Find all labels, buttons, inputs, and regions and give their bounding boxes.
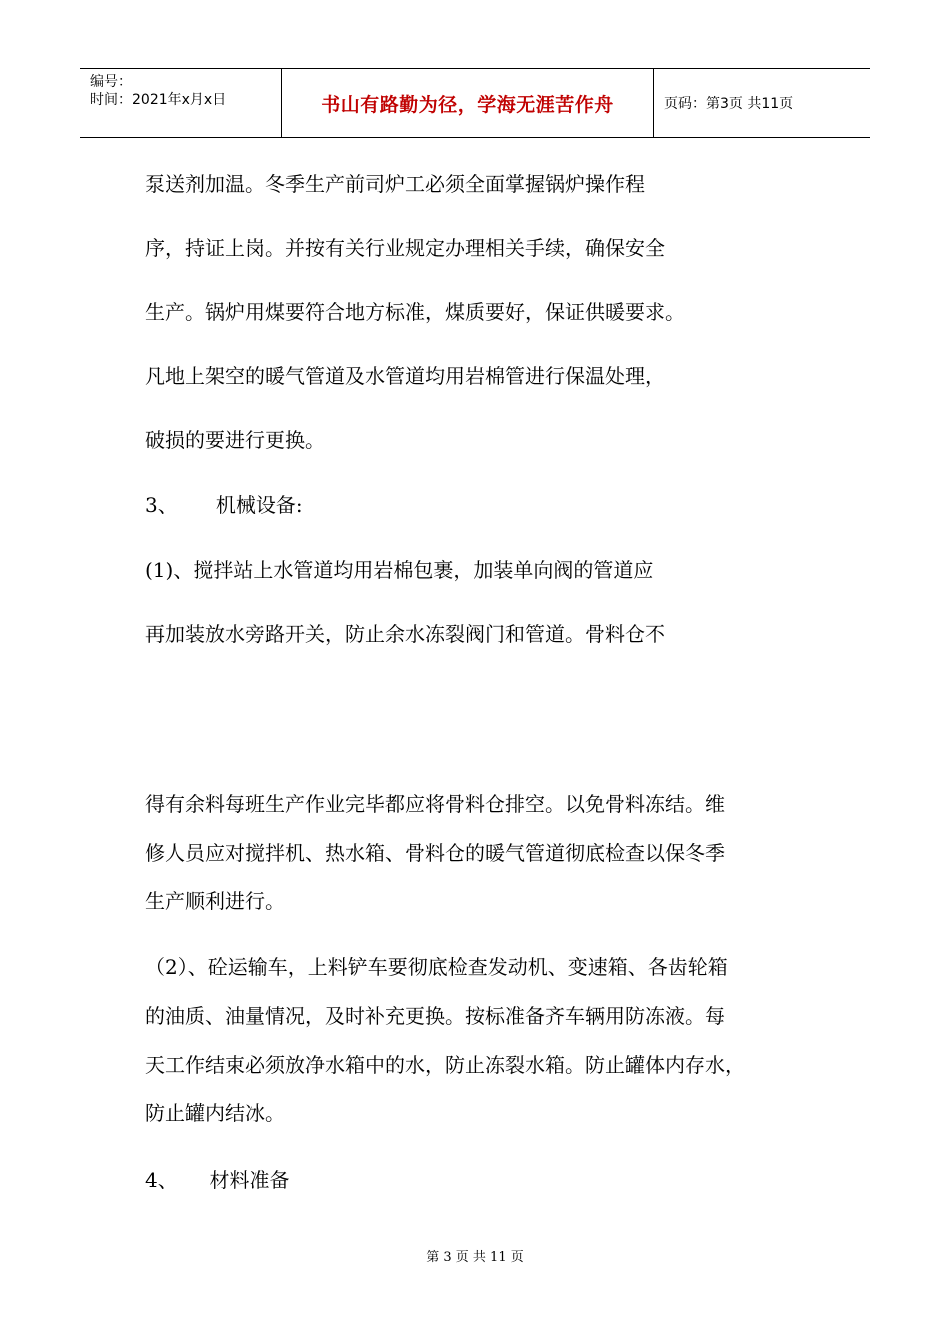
header-page-cell bbox=[654, 69, 870, 137]
header-page-info: 页码：第3页 共11页 bbox=[664, 96, 794, 112]
body-line: 生产顺利进行。 bbox=[145, 889, 285, 913]
body-line: （2）、砼运输车，上料铲车要彻底检查发动机、变速箱、各齿轮箱 bbox=[145, 955, 728, 979]
document-number-label: 编号： bbox=[90, 74, 132, 90]
document-header bbox=[80, 68, 870, 138]
body-line: (1)、搅拌站上水管道均用岩棉包裹，加装单向阀的管道应 bbox=[145, 558, 654, 582]
page-footer: 第 3 页 共 11 页 bbox=[426, 1250, 524, 1265]
body-line: 破损的要进行更换。 bbox=[145, 428, 325, 452]
body-line: 序，持证上岗。并按有关行业规定办理相关手续，确保安全 bbox=[145, 236, 665, 260]
document-time-label: 时间：2021年x月x日 bbox=[90, 92, 227, 108]
body-line: 修人员应对搅拌机、热水箱、骨料仓的暖气管道彻底检查以保冬季 bbox=[145, 841, 725, 865]
section-heading: 3、 机械设备: bbox=[145, 493, 303, 517]
section-heading: 4、 材料准备 bbox=[145, 1168, 290, 1192]
header-meta-cell bbox=[80, 69, 282, 137]
body-line: 天工作结束必须放净水箱中的水，防止冻裂水箱。防止罐体内存水， bbox=[145, 1053, 745, 1077]
body-line: 得有余料每班生产作业完毕都应将骨料仓排空。以免骨料冻结。维 bbox=[145, 792, 725, 816]
header-motto: 书山有路勤为径，学海无涯苦作舟 bbox=[321, 93, 614, 116]
body-line: 的油质、油量情况，及时补充更换。按标准备齐车辆用防冻液。每 bbox=[145, 1004, 725, 1028]
body-line: 生产。锅炉用煤要符合地方标准，煤质要好，保证供暖要求。 bbox=[145, 300, 685, 324]
body-line: 泵送剂加温。冬季生产前司炉工必须全面掌握锅炉操作程 bbox=[145, 172, 645, 196]
body-line: 凡地上架空的暖气管道及水管道均用岩棉管进行保温处理， bbox=[145, 364, 665, 388]
header-motto-cell bbox=[282, 69, 654, 137]
body-line: 再加装放水旁路开关，防止余水冻裂阀门和管道。骨料仓不 bbox=[145, 622, 665, 646]
body-line: 防止罐内结冰。 bbox=[145, 1101, 285, 1125]
